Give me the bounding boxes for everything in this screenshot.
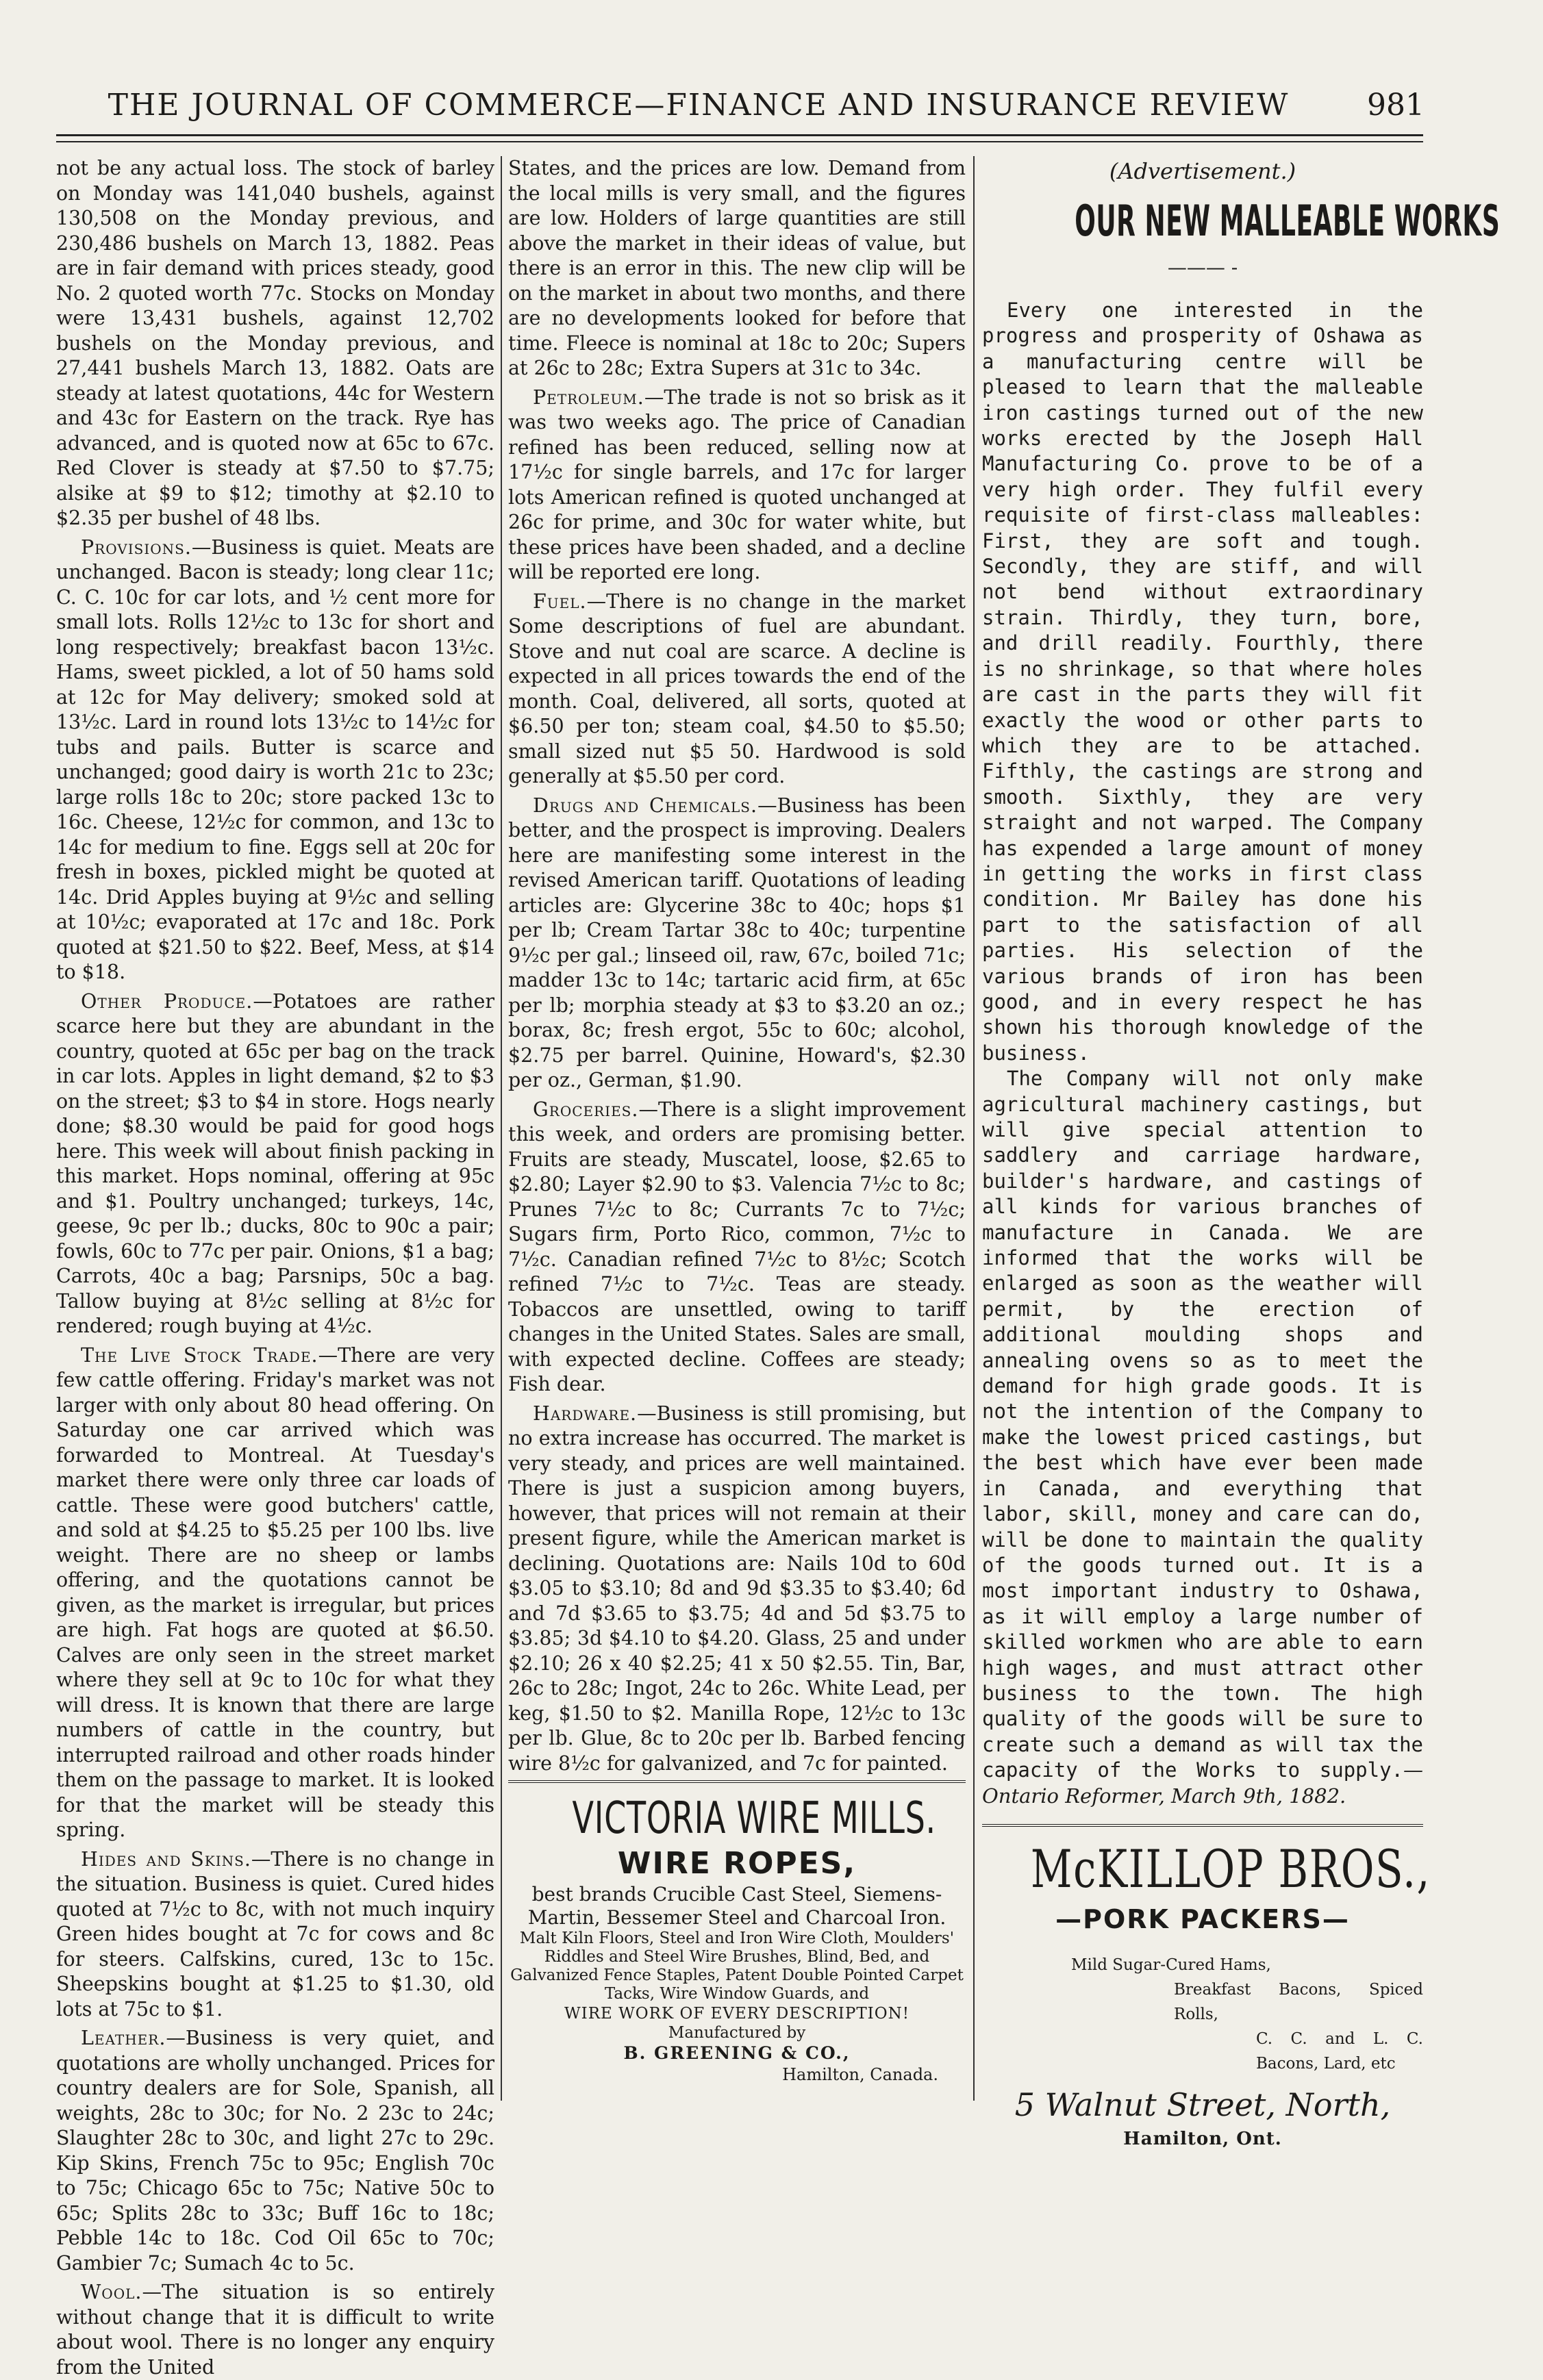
ad-subtitle: WIRE ROPES, — [617, 1846, 857, 1881]
paragraph-text: —The situation is so entirely without change that it is difficult to write about wool. There is no longer any enquiry from the United — [56, 2281, 494, 2379]
ad-victoria-wire-mills — [508, 1780, 966, 2085]
paragraph-malleable-2 — [982, 1066, 1423, 1809]
section-heading: Petroleum. — [533, 385, 644, 409]
paragraph-text: —Business is still promising, but no extra increase has occurred. The market is very steady, and prices are well maintained. There is just a suspicion among buyers, however, that prices will not remain at their present figure, while the American market is declining. Quotations are: Nails 10d to 60d $3.05 to $3.10; 8d and 9d $3.35 to $3.40; 6d and 7d $3.65 to $3.75; 4d and 5d $3.75 to $3.85; 3d $4.10 to $4.20. Glass, 25 and under $2.10; 26 x 40 $2.25; 41 x 50 $2.55. Tin, Bar, 26c to 28c; Ingot, 24c to 26c. White Lead, per keg, $1.50 to $2. Manilla Rope, 12½c to 13c per lb. Glue, 8c to 20c per lb. Barbed fencing wire 8½c for galvanized, and 7c for painted. — [508, 1402, 966, 1775]
paragraph-provisions — [56, 535, 494, 985]
ad-city: Hamilton, Ont. — [1123, 2128, 1282, 2149]
paragraph-text: The Company will not only make agricultural machinery castings, but will give special attention to saddlery and carriage hardware, builder's hardware, and castings of all kinds for various branches of manufacture in Canada. We are informed that the works will be enlarged as soon as the weather will permit, by the erection of additional moulding shops and annealing ovens so as to meet the demand for high grade goods. It is not the intention of the Company to make the lowest priced castings, but the best which have ever been made in Canada, and everything that labor, skill, money and care can do, will be done to maintain the quality of the goods turned out. It is a most important industry to Oshawa, as it will employ a large number of skilled workmen who are able to earn high wages, and must attract other business to the town. The high quality of the goods will be sure to create such a demand as will tax the capacity of the Works to supply. — [982, 1067, 1423, 1782]
column-market-reports-1 — [56, 156, 495, 2379]
paragraph-text: —There is a slight improvement this week, and orders are promising better. Fruits are steady, Muscatel, loose, $2.65 to $2.80; Layer $2.90 to $3. Valencia 7½c to 8c; Prunes 7½c to 8c; Currants 7c to 7½c; Sugars firm, Porto Rico, common, 7½c to 7½c. Canadian refined 7½c to 8½c; Scotch refined 7½c to 7½c. Teas are steady. Tobaccos are unsettled, owing to tariff changes in the United States. Sales are small, with expected decline. Coffees are steady; Fish dear. — [508, 1098, 966, 1395]
page-header — [55, 88, 1425, 129]
paragraph-petroleum — [508, 385, 966, 585]
ad-line: Malt Kiln Floors, Steel and Iron Wire Cloth, Moulders' Riddles and Steel Wire Brushes, Blind, Bed, and Galvanized Fence Staples, Patent Double Pointed Carpet Tacks, Wire Window Guards, and — [510, 1929, 964, 2003]
column-divider — [973, 156, 975, 2101]
advertisement-label: (Advertisement.) — [1109, 158, 1296, 184]
separator: ——— - — [1167, 255, 1238, 279]
section-heading: Drugs and Chemicals. — [533, 794, 758, 817]
paragraph-hides — [56, 1847, 494, 2023]
section-heading: Groceries. — [533, 1098, 639, 1121]
section-heading: Fuel. — [533, 590, 587, 613]
section-heading: Hardware. — [533, 1402, 638, 1425]
header-rule-thin — [56, 141, 1423, 142]
paragraph-other-produce — [56, 989, 494, 1339]
page-number: 981 — [1367, 88, 1425, 123]
section-heading: The Live Stock Trade. — [81, 1343, 318, 1367]
paragraph-text: —There is no change in the situation. Business is quiet. Cured hides quoted at 7½c to 8c, with not much inquiry Green hides bought at 7c for cows and 8c for steers. Calfskins, cured, 13c to 15c. Sheepskins bought at $1.25 to $1.30, old lots at 75c to $1. — [56, 1847, 494, 2021]
ad-line: Manufactured by — [668, 2024, 806, 2042]
section-heading: Provisions. — [81, 535, 192, 559]
ad-title: McKILLOP BROS., — [1030, 1838, 1431, 1899]
ad-line: C. C. and L. C. Bacons, Lard, etc — [1256, 2029, 1423, 2073]
paragraph-wool — [56, 2280, 494, 2380]
ad-line: Mild Sugar-Cured Hams, — [1071, 1955, 1271, 1974]
paragraph-grain: not be any actual loss. The stock of barley on Monday was 141,040 bushels, against 130,508 on the Monday previous, and 230,486 bushels on March 13, 1882. Peas are in fair demand with prices steady, good No. 2 quoted worth 77c. Stocks on Monday were 13,431 bushels, against 12,702 bushels on the Monday previous, and 27,441 bushels March 13, 1882. Oats are steady at latest quotations, 44c for Western and 43c for Eastern on the track. Rye has advanced, and is quoted now at 65c to 67c. Red Clover is steady at $7.50 to $7.75; alsike at $9 to $12; timothy at $2.10 to $2.35 per bushel of 48 lbs. — [56, 157, 494, 529]
paragraph-drugs — [508, 794, 966, 1093]
ad-mckillop-bros — [982, 1824, 1431, 2152]
ad-street: 5 Walnut Street, North, — [1014, 2086, 1391, 2123]
column-advertisement — [982, 156, 1501, 2149]
paragraph-malleable-1: Every one interested in the progress and prosperity of Oshawa as a manufacturing centre will be pleased to learn that the malleable iron castings turned out of the new works erected by the Joseph Hall Manufacturing Co. prove to be of a very high order. They fulfil every requisite of first-class malleables: First, they are soft and tough. Secondly, they are stiff, and will not bend without extraordinary strain. Thirdly, they turn, bore, and drill readily. Fourthly, there is no shrinkage, so that where holes are cast in the parts they will fit exactly the wood or other parts to which they are to be attached. Fifthly, the castings are strong and smooth. Sixthly, they are very straight and not warped. The Company has expended a large amount of money in getting the works in first class condition. Mr Bailey has done his part to the satisfaction of all parties. His selection of the various brands of iron has been good, and in every respect he has shown his thorough knowledge of the business. — [982, 299, 1423, 1065]
paragraph-wool-cont: States, and the prices are low. Demand from the local mills is very small, and the figures are low. Holders of large quantities are still above the market in their ideas of value, but there is an error in this. The new clip will be on the market in about two months, and there are no developments looked for before that time. Fleece is nominal at 18c to 20c; Supers at 26c to 28c; Extra Supers at 31c to 34c. — [508, 157, 966, 379]
paragraph-groceries — [508, 1098, 966, 1397]
paragraph-text: —There are very few cattle offering. Friday's market was not larger with only about 80 head offering. On Saturday one car arrived which was forwarded to Montreal. At Tuesday's market there were only three car loads of cattle. These were good butchers' cattle, and sold at $4.25 to $5.25 per 100 lbs. live weight. There are no sheep or lambs offering, and the quotations cannot be given, as the market is irregular, but prices are high. Fat hogs are quoted at $6.50. Calves are only seen in the street market where they sell at 9c to 10c for what they will dress. It is known that there are large numbers of cattle in the country, but interrupted railroad and other roads hinder them on the passage to market. It is looked for that the market will be steady this spring. — [56, 1343, 495, 1841]
paragraph-text: —Business has been better, and the prospect is improving. Dealers here are manifesting some interest in the revised American tariff. Quotations of leading articles are: Glycerine 38c to 40c; hops $1 per lb; Cream Tartar 38c to 40c; turpentine 9½c per gal.; linseed oil, raw, 67c, boiled 71c; madder 13c to 14c; tartaric acid firm, at 65c per lb; morphia steady at $3 to $3.20 an oz.; borax, 8c; fresh ergot, 55c to 60c; alcohol, $2.75 per barrel. Quinine, Howard's, $2.30 per oz., German, $1.90. — [508, 794, 966, 1091]
section-heading: Hides and Skins. — [81, 1847, 251, 1871]
paragraph-text: —The trade is not so brisk as it was two weeks ago. The price of Canadian refined has been reduced, selling now at 17½c for single barrels, and 17c for larger lots American refined is quoted unchanged at 26c for prime, and 30c for water white, but these prices have been shaded, and a decline will be reported ere long. — [508, 385, 966, 583]
ad-line: WIRE WORK OF EVERY DESCRIPTION! — [564, 2005, 910, 2023]
paragraph-leather — [56, 2026, 494, 2276]
paragraph-text: —Business is very quiet, and quotations are wholly unchanged. Prices for country dealers are for Sole, Spanish, all weights, 28c to 30c; for No. 2 23c to 24c; Slaughter 28c to 30c, and light 27c to 29c. Kip Skins, French 75c to 95c; English 70c to 75c; Chicago 65c to 75c; Native 50c to 65c; Splits 28c to 33c; Buff 16c to 18c; Pebble 14c to 18c. Cod Oil 65c to 70c; Gambier 7c; Sumach 4c to 5c. — [56, 2027, 494, 2275]
paragraph-text: —Business is quiet. Meats are unchanged. Bacon is steady; long clear 11c; C. C. 10c for car lots, and ½ cent more for small lots. Rolls 12½c to 13c for short and long respectively; breakfast bacon 13½c. Hams, sweet pickled, a lot of 50 hams sold at 12c for May delivery; smoked sold at 13½c. Lard in round lots 13½c to 14½c for tubs and pails. Butter is scarce and unchanged; good dairy is worth 21c to 23c; large rolls 18c to 20c; store packed 13c to 16c. Cheese, 12½c for common, and 13c to 14c for medium to fine. Eggs sell at 20c for fresh in boxes, pickled might be quoted at 14c. Drid Apples buying at 9½c and selling at 10½c; evaporated at 17c and 18c. Pork quoted at $21.50 to $22. Beef, Mess, at $14 to $18. — [56, 535, 494, 983]
paragraph-live-stock — [56, 1343, 494, 1843]
paragraph-text: —Potatoes are rather scarce here but they are abundant in the country, quoted at 65c per bag on the track in car lots. Apples in light demand, $2 to $3 on the street; $3 to $4 in store. Hogs nearly done; $8.30 would be paid for good hogs here. This week will about finish packing in this market. Hops nominal, offering at 95c and $1. Poultry unchanged; turkeys, 14c, geese, 9c per lb.; ducks, 80c to 90c a pair; fowls, 60c to 77c per pair. Onions, $1 a bag; Carrots, 40c a bag; Parsnips, 50c a bag. Tallow buying at 8½c selling at 8½c for rendered; rough buying at 4½c. — [56, 989, 494, 1337]
advertisement-headline: OUR NEW MALLEABLE WORKS — [1075, 195, 1501, 246]
section-heading: Wool. — [81, 2281, 142, 2303]
section-heading: Other Produce. — [81, 989, 253, 1013]
paragraph-fuel — [508, 590, 966, 789]
journal-title: THE JOURNAL OF COMMERCE—FINANCE AND INSURANCE REVIEW — [108, 88, 1290, 123]
ad-line: Breakfast Bacons, Spiced Rolls, — [1174, 1980, 1423, 2023]
advertisement-body — [982, 298, 1423, 1809]
column-market-reports-2 — [508, 156, 966, 2142]
section-heading: Leather. — [81, 2027, 166, 2049]
column-divider — [501, 156, 502, 2101]
ad-line: best brands Crucible Cast Steel, Siemens-Martin, Bessemer Steel and Charcoal Iron. — [527, 1883, 946, 1929]
ad-maker: B. GREENING & CO., — [623, 2043, 851, 2063]
ad-subtitle: —PORK PACKERS— — [1055, 1903, 1350, 1934]
paragraph-hardware — [508, 1402, 966, 1777]
ad-city: Hamilton, Canada. — [782, 2065, 938, 2084]
ad-title: VICTORIA WIRE MILLS. — [572, 1793, 936, 1844]
paragraph-text: —There is no change in the market Some descriptions of fuel are abundant. Stove and nut coal are scarce. A decline is expected in all prices towards the end of the month. Coal, delivered, all sorts, quoted at $6.50 per ton; steam coal, $4.50 to $5.50; small sized nut $5 50. Hardwood is sold generally at $5.50 per cord. — [508, 590, 966, 787]
header-rule — [56, 134, 1423, 136]
source-citation: —Ontario Reformer, March 9th, 1882. — [982, 1758, 1423, 1808]
